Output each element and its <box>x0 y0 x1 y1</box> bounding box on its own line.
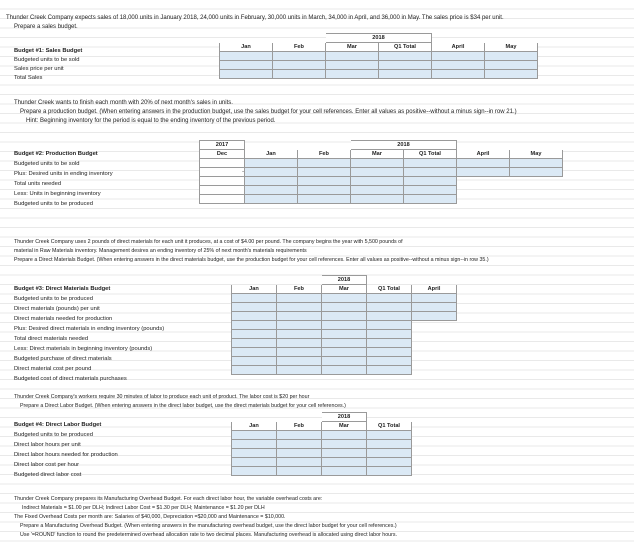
labor-row-label: Direct labor hours needed for production <box>14 452 118 458</box>
input-cell[interactable] <box>351 186 404 195</box>
input-cell[interactable] <box>277 467 322 476</box>
production-hint: Hint: Beginning inventory for the period is equal to the ending inventory of the previous period. <box>26 118 276 124</box>
input-cell[interactable] <box>322 330 367 339</box>
input-cell[interactable] <box>298 159 351 168</box>
sales-row-label: Total Sales <box>14 75 43 81</box>
labor-budget-grid <box>231 412 412 476</box>
labor-row-label: Budgeted units to be produced <box>14 432 93 438</box>
input-cell[interactable] <box>245 168 298 177</box>
input-cell[interactable] <box>326 52 379 61</box>
dec-dash: - <box>242 169 244 175</box>
labor-col-feb: Feb <box>277 422 322 431</box>
input-cell[interactable] <box>232 366 277 375</box>
input-cell[interactable] <box>232 467 277 476</box>
input-cell[interactable] <box>232 431 277 440</box>
materials-budget-title: Budget #3: Direct Materials Budget <box>14 286 111 292</box>
overhead-line3: The Fixed Overhead Costs per month are: Salaries of $40,000, Depreciation =$20,000 and Maintenance = $10,000. <box>14 514 286 520</box>
sales-col-jan: Jan <box>220 43 273 52</box>
input-cell[interactable] <box>232 357 277 366</box>
input-cell[interactable] <box>322 348 367 357</box>
input-cell[interactable] <box>322 467 367 476</box>
input-cell[interactable] <box>379 70 432 79</box>
input-cell[interactable] <box>277 330 322 339</box>
input-cell[interactable] <box>367 440 412 449</box>
production-col-april: April <box>457 150 510 159</box>
input-cell[interactable] <box>367 312 412 321</box>
input-cell[interactable] <box>298 195 351 204</box>
sales-col-mar: Mar <box>326 43 379 52</box>
input-cell[interactable] <box>273 70 326 79</box>
input-cell[interactable] <box>367 357 412 366</box>
labor-col-jan: Jan <box>232 422 277 431</box>
sales-budget-grid <box>219 33 538 79</box>
input-cell[interactable] <box>232 458 277 467</box>
materials-year-header: 2018 <box>322 276 367 285</box>
input-cell[interactable] <box>322 440 367 449</box>
input-cell[interactable] <box>232 321 277 330</box>
materials-intro-line2: material in Raw Materials inventory. Management desires an ending inventory of 25% of next month's materials requirements <box>14 248 307 254</box>
labor-row-label: Direct labor hours per unit <box>14 442 81 448</box>
materials-instruction: Prepare a Direct Materials Budget. (When entering answers in the direct materials budget, use the production budget for your cell references. Enter all values as positive--without a minus sign--in row 35.) <box>14 257 489 263</box>
sales-budget-title: Budget #1: Sales Budget <box>14 48 83 54</box>
input-cell[interactable] <box>232 303 277 312</box>
materials-col-feb: Feb <box>277 285 322 294</box>
input-cell[interactable] <box>412 303 457 312</box>
input-cell[interactable] <box>245 186 298 195</box>
input-cell[interactable] <box>322 339 367 348</box>
production-prior-year-header: 2017 <box>200 141 245 150</box>
input-cell[interactable] <box>298 186 351 195</box>
overhead-line4: Prepare a Manufacturing Overhead Budget. (When entering answers in the manufacturing overhead budget, use the direct labor budget for your cell references.) <box>20 523 397 529</box>
input-cell[interactable] <box>404 195 457 204</box>
input-cell[interactable] <box>367 449 412 458</box>
input-cell[interactable] <box>322 458 367 467</box>
input-cell[interactable] <box>351 159 404 168</box>
input-cell[interactable] <box>351 177 404 186</box>
labor-year-header: 2018 <box>322 413 367 422</box>
input-cell[interactable] <box>322 366 367 375</box>
input-cell[interactable] <box>298 177 351 186</box>
production-col-feb: Feb <box>298 150 351 159</box>
input-cell[interactable] <box>322 357 367 366</box>
input-cell[interactable] <box>412 312 457 321</box>
production-col-q1: Q1 Total <box>404 150 457 159</box>
production-year-header: 2018 <box>351 141 457 150</box>
dec-cell <box>200 168 245 177</box>
production-row-label: Budgeted units to be produced <box>14 201 93 207</box>
sales-year-header: 2018 <box>326 34 432 43</box>
input-cell[interactable] <box>298 168 351 177</box>
production-row-label: Budgeted units to be sold <box>14 161 80 167</box>
dec-cell <box>200 195 245 204</box>
overhead-line2: Indirect Materials = $1.00 per DLH; Indirect Labor Cost = $1.30 per DLH; Maintenance = $1.20 per DLH <box>22 505 265 511</box>
input-cell[interactable] <box>432 70 485 79</box>
input-cell[interactable] <box>220 52 273 61</box>
input-cell[interactable] <box>277 303 322 312</box>
materials-row-label: Direct materials needed for production <box>14 316 113 322</box>
input-cell[interactable] <box>367 431 412 440</box>
labor-col-q1: Q1 Total <box>367 422 412 431</box>
input-cell[interactable] <box>367 303 412 312</box>
production-row-label: Plus: Desired units in ending inventory <box>14 171 113 177</box>
input-cell[interactable] <box>367 321 412 330</box>
production-budget-title: Budget #2: Production Budget <box>14 151 98 157</box>
labor-col-mar: Mar <box>322 422 367 431</box>
input-cell[interactable] <box>404 168 457 177</box>
input-cell[interactable] <box>485 61 538 70</box>
dec-cell <box>200 186 245 195</box>
input-cell[interactable] <box>432 52 485 61</box>
input-cell[interactable] <box>379 52 432 61</box>
production-intro: Thunder Creek wants to finish each month with 20% of next month's sales in units. <box>14 100 233 106</box>
overhead-line5: Use '=ROUND' function to round the predetermined overhead allocation rate to two decimal places. Manufacturing overhead is allocated using direct labor hours. <box>20 532 397 538</box>
input-cell[interactable] <box>232 348 277 357</box>
input-cell[interactable] <box>412 294 457 303</box>
input-cell[interactable] <box>220 61 273 70</box>
production-instruction: Prepare a production budget. (When entering answers in the production budget, use the sales budget for your cell references. Enter all values as positive--without a minus sign--in row 21.) <box>20 109 517 115</box>
production-row-label: Total units needed <box>14 181 62 187</box>
input-cell[interactable] <box>367 348 412 357</box>
input-cell[interactable] <box>232 294 277 303</box>
input-cell[interactable] <box>277 348 322 357</box>
materials-row-label: Less: Direct materials in beginning inventory (pounds) <box>14 346 153 352</box>
input-cell[interactable] <box>232 440 277 449</box>
input-cell[interactable] <box>510 168 563 177</box>
materials-col-mar: Mar <box>322 285 367 294</box>
input-cell[interactable] <box>485 70 538 79</box>
input-cell[interactable] <box>245 159 298 168</box>
materials-row-label: Total direct materials needed <box>14 336 89 342</box>
materials-col-q1: Q1 Total <box>367 285 412 294</box>
materials-intro-line1: Thunder Creek Company uses 2 pounds of direct materials for each unit it produces, at a cost of $4.00 per pound. The company begins the year with 5,500 pounds of <box>14 239 403 245</box>
materials-row-label: Budgeted units to be produced <box>14 296 93 302</box>
input-cell[interactable] <box>277 339 322 348</box>
labor-budget-title: Budget #4: Direct Labor Budget <box>14 422 102 428</box>
input-cell[interactable] <box>367 458 412 467</box>
materials-col-jan: Jan <box>232 285 277 294</box>
input-cell[interactable] <box>510 159 563 168</box>
input-cell[interactable] <box>367 366 412 375</box>
input-cell[interactable] <box>277 321 322 330</box>
materials-budget-grid <box>231 275 457 375</box>
input-cell[interactable] <box>277 431 322 440</box>
input-cell[interactable] <box>351 195 404 204</box>
input-cell[interactable] <box>273 52 326 61</box>
input-cell[interactable] <box>245 195 298 204</box>
materials-row-label: Direct materials (pounds) per unit <box>14 306 100 312</box>
input-cell[interactable] <box>367 467 412 476</box>
sales-intro: Thunder Creek Company expects sales of 18,000 units in January 2018, 24,000 units in February, 30,000 units in March, 34,000 in April, and 36,000 in May. The sales price is $34 per unit. <box>6 15 504 21</box>
input-cell[interactable] <box>367 294 412 303</box>
input-cell[interactable] <box>432 61 485 70</box>
input-cell[interactable] <box>232 449 277 458</box>
production-row-label: Less: Units in beginning inventory <box>14 191 101 197</box>
materials-row-label: Plus: Desired direct materials in ending inventory (pounds) <box>14 326 165 332</box>
input-cell[interactable] <box>322 303 367 312</box>
input-cell[interactable] <box>322 294 367 303</box>
input-cell[interactable] <box>277 458 322 467</box>
production-col-jan: Jan <box>245 150 298 159</box>
production-budget-grid <box>199 140 563 204</box>
sales-col-q1: Q1 Total <box>379 43 432 52</box>
labor-row-label: Direct labor cost per hour <box>14 462 80 468</box>
input-cell[interactable] <box>485 52 538 61</box>
input-cell[interactable] <box>326 70 379 79</box>
input-cell[interactable] <box>277 440 322 449</box>
production-col-mar: Mar <box>351 150 404 159</box>
sales-col-april: April <box>432 43 485 52</box>
overhead-line1: Thunder Creek Company prepares its Manufacturing Overhead Budget. For each direct labor hour, the variable overhead costs are: <box>14 496 323 502</box>
sales-col-feb: Feb <box>273 43 326 52</box>
input-cell[interactable] <box>457 159 510 168</box>
input-cell[interactable] <box>404 159 457 168</box>
input-cell[interactable] <box>367 339 412 348</box>
input-cell[interactable] <box>404 177 457 186</box>
input-cell[interactable] <box>220 70 273 79</box>
dec-cell <box>200 159 245 168</box>
input-cell[interactable] <box>277 312 322 321</box>
input-cell[interactable] <box>277 366 322 375</box>
input-cell[interactable] <box>404 186 457 195</box>
production-col-may: May <box>510 150 563 159</box>
labor-instruction: Prepare a Direct Labor Budget. (When entering answers in the direct labor budget, use the direct materials budget for your cell references.) <box>20 403 346 409</box>
input-cell[interactable] <box>457 168 510 177</box>
input-cell[interactable] <box>232 339 277 348</box>
labor-row-label: Budgeted direct labor cost <box>14 472 82 478</box>
input-cell[interactable] <box>322 449 367 458</box>
input-cell[interactable] <box>245 177 298 186</box>
sales-row-label: Sales price per unit <box>14 66 64 72</box>
materials-col-april: April <box>412 285 457 294</box>
input-cell[interactable] <box>273 61 326 70</box>
production-col-dec: Dec <box>200 150 245 159</box>
sales-row-label: Budgeted units to be sold <box>14 57 80 63</box>
input-cell[interactable] <box>277 294 322 303</box>
dec-cell <box>200 177 245 186</box>
input-cell[interactable] <box>232 330 277 339</box>
sales-instruction: Prepare a sales budget. <box>14 24 78 30</box>
labor-intro: Thunder Creek Company's workers require 30 minutes of labor to produce each unit of product. The labor cost is $20 per hour <box>14 394 310 400</box>
materials-row-label: Budgeted purchase of direct materials <box>14 356 112 362</box>
input-cell[interactable] <box>351 168 404 177</box>
input-cell[interactable] <box>232 312 277 321</box>
input-cell[interactable] <box>326 61 379 70</box>
input-cell[interactable] <box>322 321 367 330</box>
input-cell[interactable] <box>379 61 432 70</box>
input-cell[interactable] <box>277 449 322 458</box>
input-cell[interactable] <box>277 357 322 366</box>
sales-col-may: May <box>485 43 538 52</box>
input-cell[interactable] <box>367 330 412 339</box>
materials-row-label: Direct material cost per pound <box>14 366 92 372</box>
input-cell[interactable] <box>322 431 367 440</box>
input-cell[interactable] <box>322 312 367 321</box>
materials-row-label: Budgeted cost of direct materials purchases <box>14 376 127 382</box>
